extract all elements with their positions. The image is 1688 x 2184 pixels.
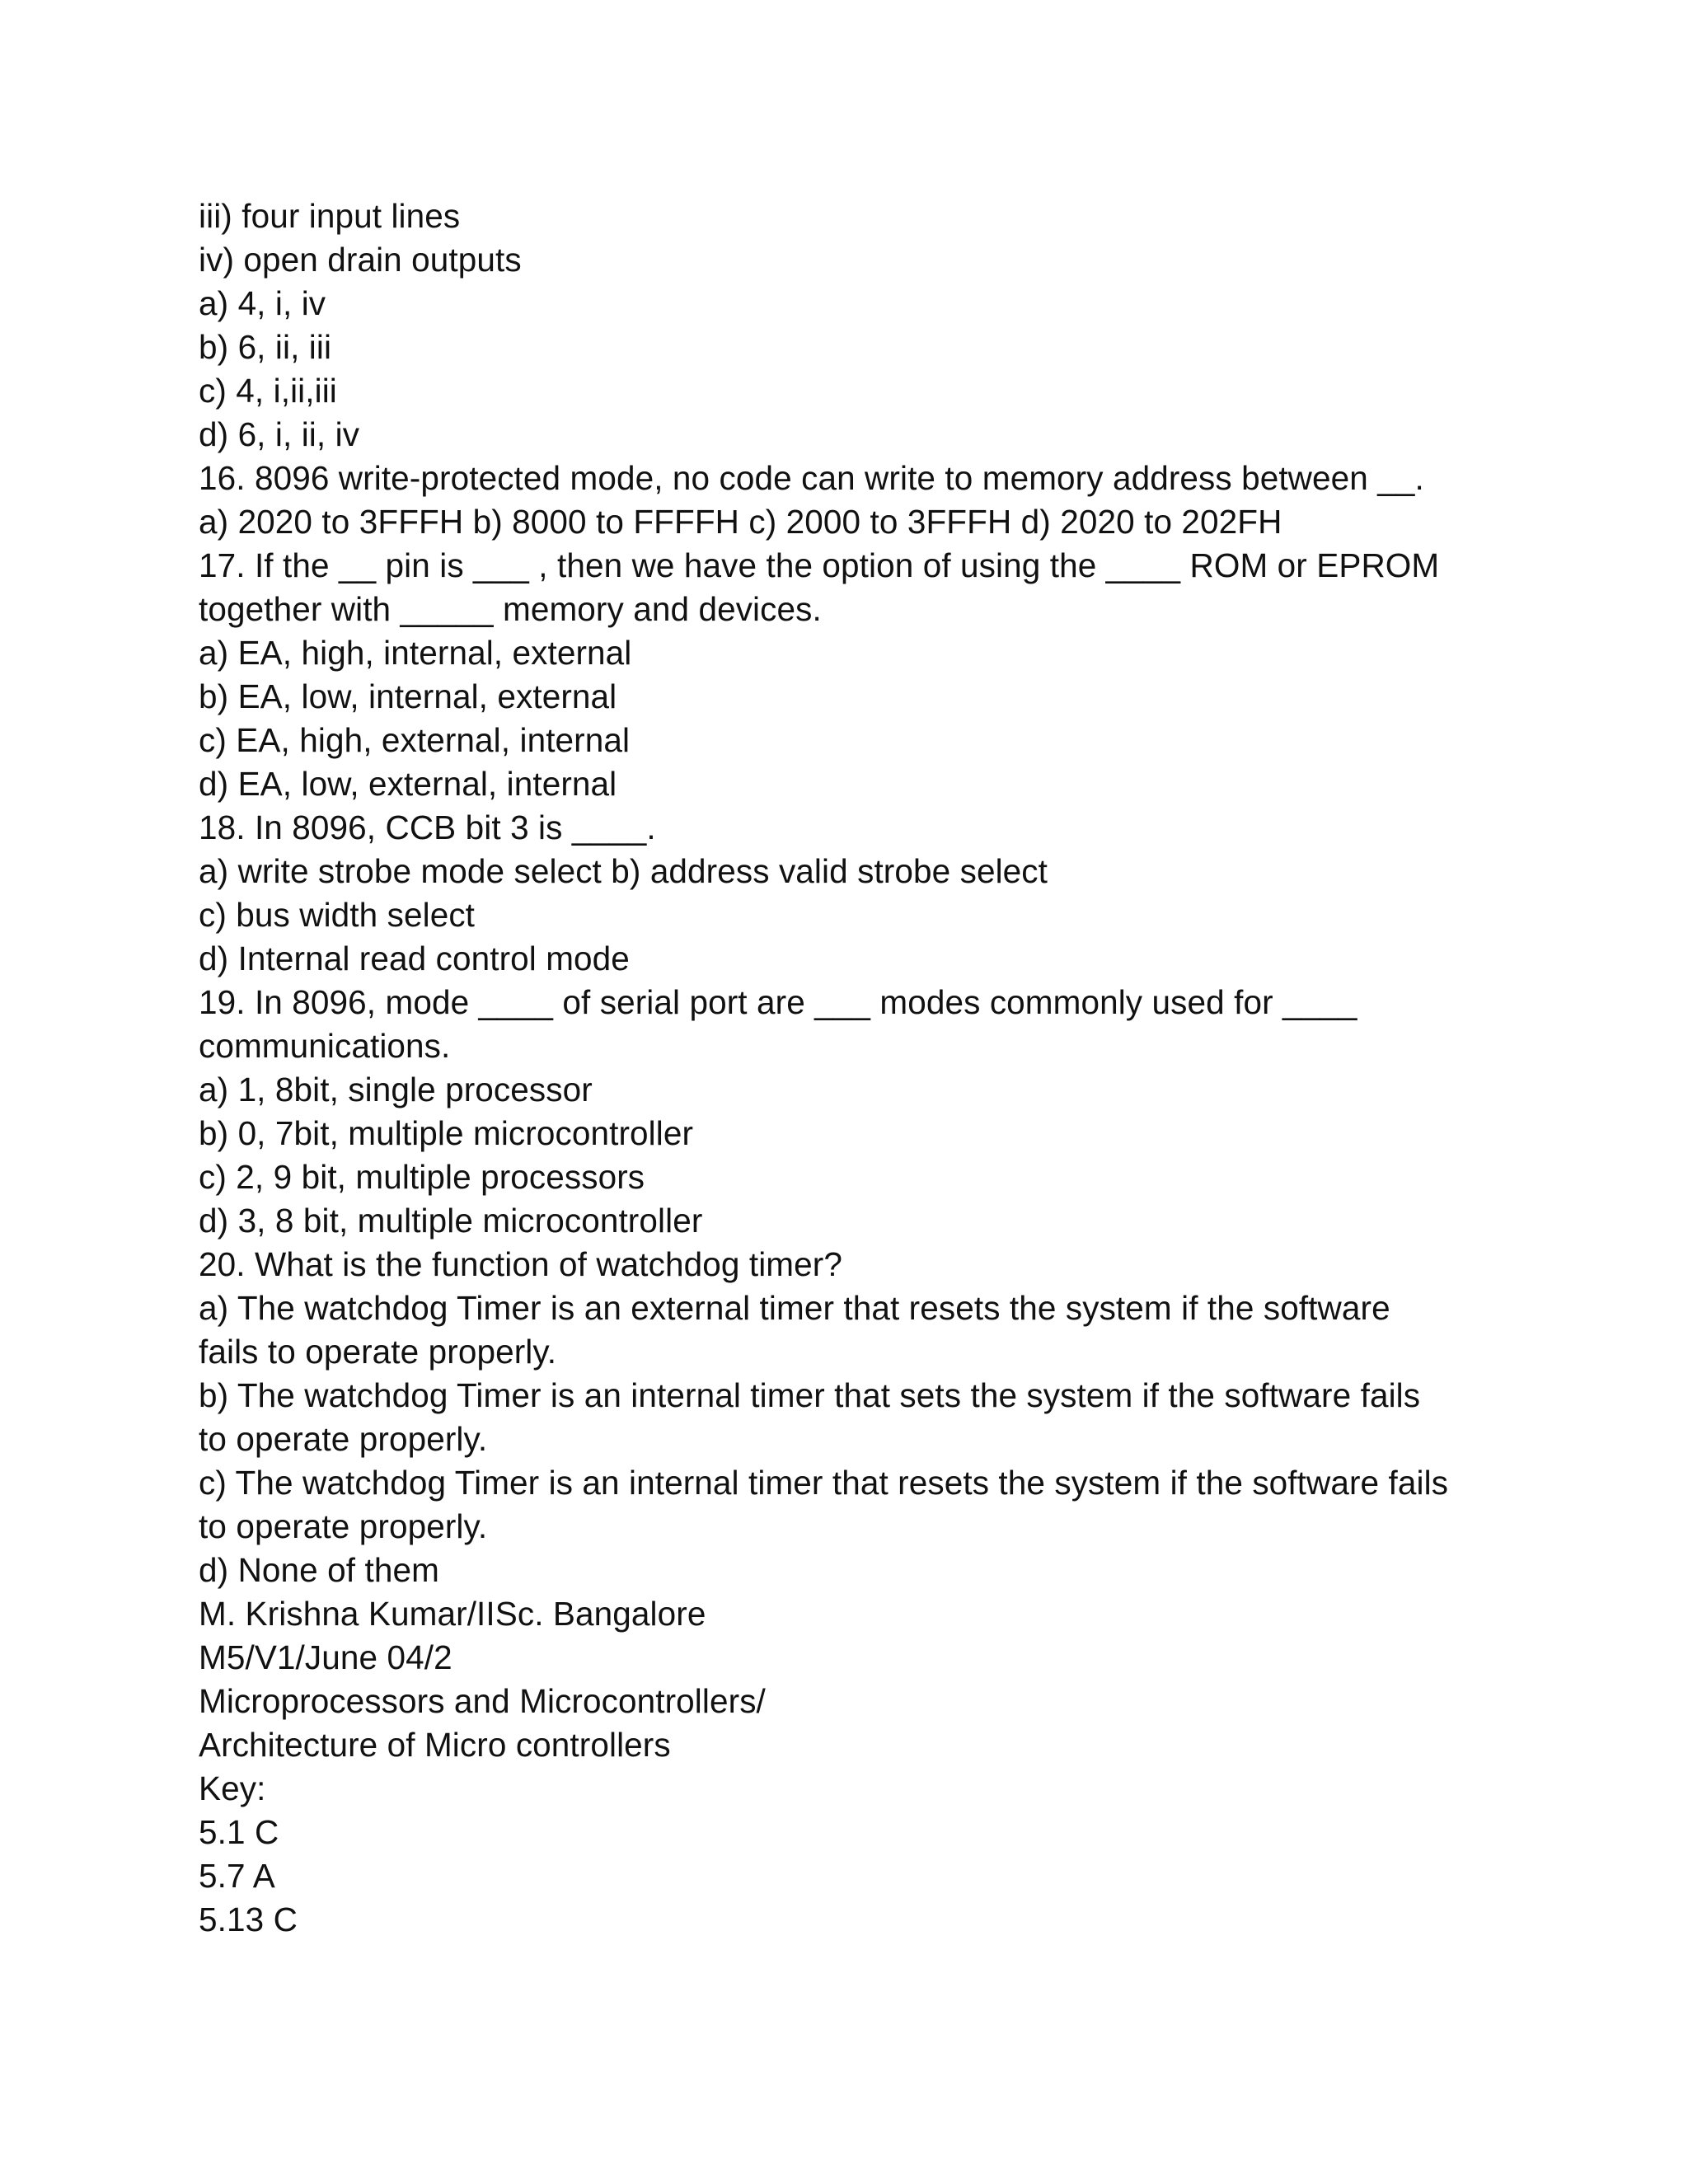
q20-answer-c-continued: to operate properly. <box>199 1507 488 1545</box>
question-17: 17. If the __ pin is ___ , then we have the option of using the ____ ROM or EPROM <box>199 546 1440 584</box>
q17-answer-d: d) EA, low, external, internal <box>199 765 617 803</box>
question-17-continued: together with _____ memory and devices. <box>199 590 822 628</box>
version-line: M5/V1/June 04/2 <box>199 1638 452 1676</box>
q19-answer-a: a) 1, 8bit, single processor <box>199 1071 593 1108</box>
course-title-line: Microprocessors and Microcontrollers/ <box>199 1682 766 1720</box>
question-19: 19. In 8096, mode ____ of serial port are ___ modes commonly used for ____ <box>199 983 1357 1021</box>
q19-answer-d: d) 3, 8 bit, multiple microcontroller <box>199 1202 703 1240</box>
q16-answers: a) 2020 to 3FFFH b) 8000 to FFFFH c) 2000 to 3FFFH d) 2020 to 202FH <box>199 503 1282 541</box>
q18-answer-d: d) Internal read control mode <box>199 940 630 977</box>
q17-answer-a: a) EA, high, internal, external <box>199 634 632 672</box>
q15-answer-c: c) 4, i,ii,iii <box>199 372 337 410</box>
key-item-5-7: 5.7 A <box>199 1857 275 1895</box>
author-line: M. Krishna Kumar/IISc. Bangalore <box>199 1595 706 1633</box>
q20-answer-a: a) The watchdog Timer is an external timer that resets the system if the software <box>199 1289 1390 1327</box>
question-19-continued: communications. <box>199 1027 451 1065</box>
question-16: 16. 8096 write-protected mode, no code can write to memory address between __. <box>199 459 1424 497</box>
q20-answer-a-continued: fails to operate properly. <box>199 1333 557 1371</box>
q20-answer-c: c) The watchdog Timer is an internal timer that resets the system if the software fails <box>199 1464 1449 1502</box>
question-18: 18. In 8096, CCB bit 3 is ____. <box>199 808 656 846</box>
option-iv-line: iv) open drain outputs <box>199 241 522 279</box>
key-heading: Key: <box>199 1769 266 1807</box>
question-20: 20. What is the function of watchdog timer? <box>199 1245 842 1283</box>
key-item-5-1: 5.1 C <box>199 1813 279 1851</box>
q20-answer-b: b) The watchdog Timer is an internal timer that sets the system if the software fails <box>199 1376 1421 1414</box>
q15-answer-b: b) 6, ii, iii <box>199 328 332 366</box>
q17-answer-b: b) EA, low, internal, external <box>199 677 617 715</box>
q19-answer-b: b) 0, 7bit, multiple microcontroller <box>199 1114 694 1152</box>
chapter-title-line: Architecture of Micro controllers <box>199 1726 671 1764</box>
q15-answer-d: d) 6, i, ii, iv <box>199 415 360 453</box>
document-body <box>199 194 1534 1942</box>
key-item-5-13: 5.13 C <box>199 1900 298 1938</box>
q20-answer-d: d) None of them <box>199 1551 439 1589</box>
option-iii-line: iii) four input lines <box>199 197 461 235</box>
q15-answer-a: a) 4, i, iv <box>199 284 326 322</box>
q19-answer-c: c) 2, 9 bit, multiple processors <box>199 1158 645 1196</box>
q18-answer-c: c) bus width select <box>199 896 476 934</box>
q18-answers-ab: a) write strobe mode select b) address valid strobe select <box>199 852 1048 890</box>
q17-answer-c: c) EA, high, external, internal <box>199 721 631 759</box>
q20-answer-b-continued: to operate properly. <box>199 1420 488 1458</box>
